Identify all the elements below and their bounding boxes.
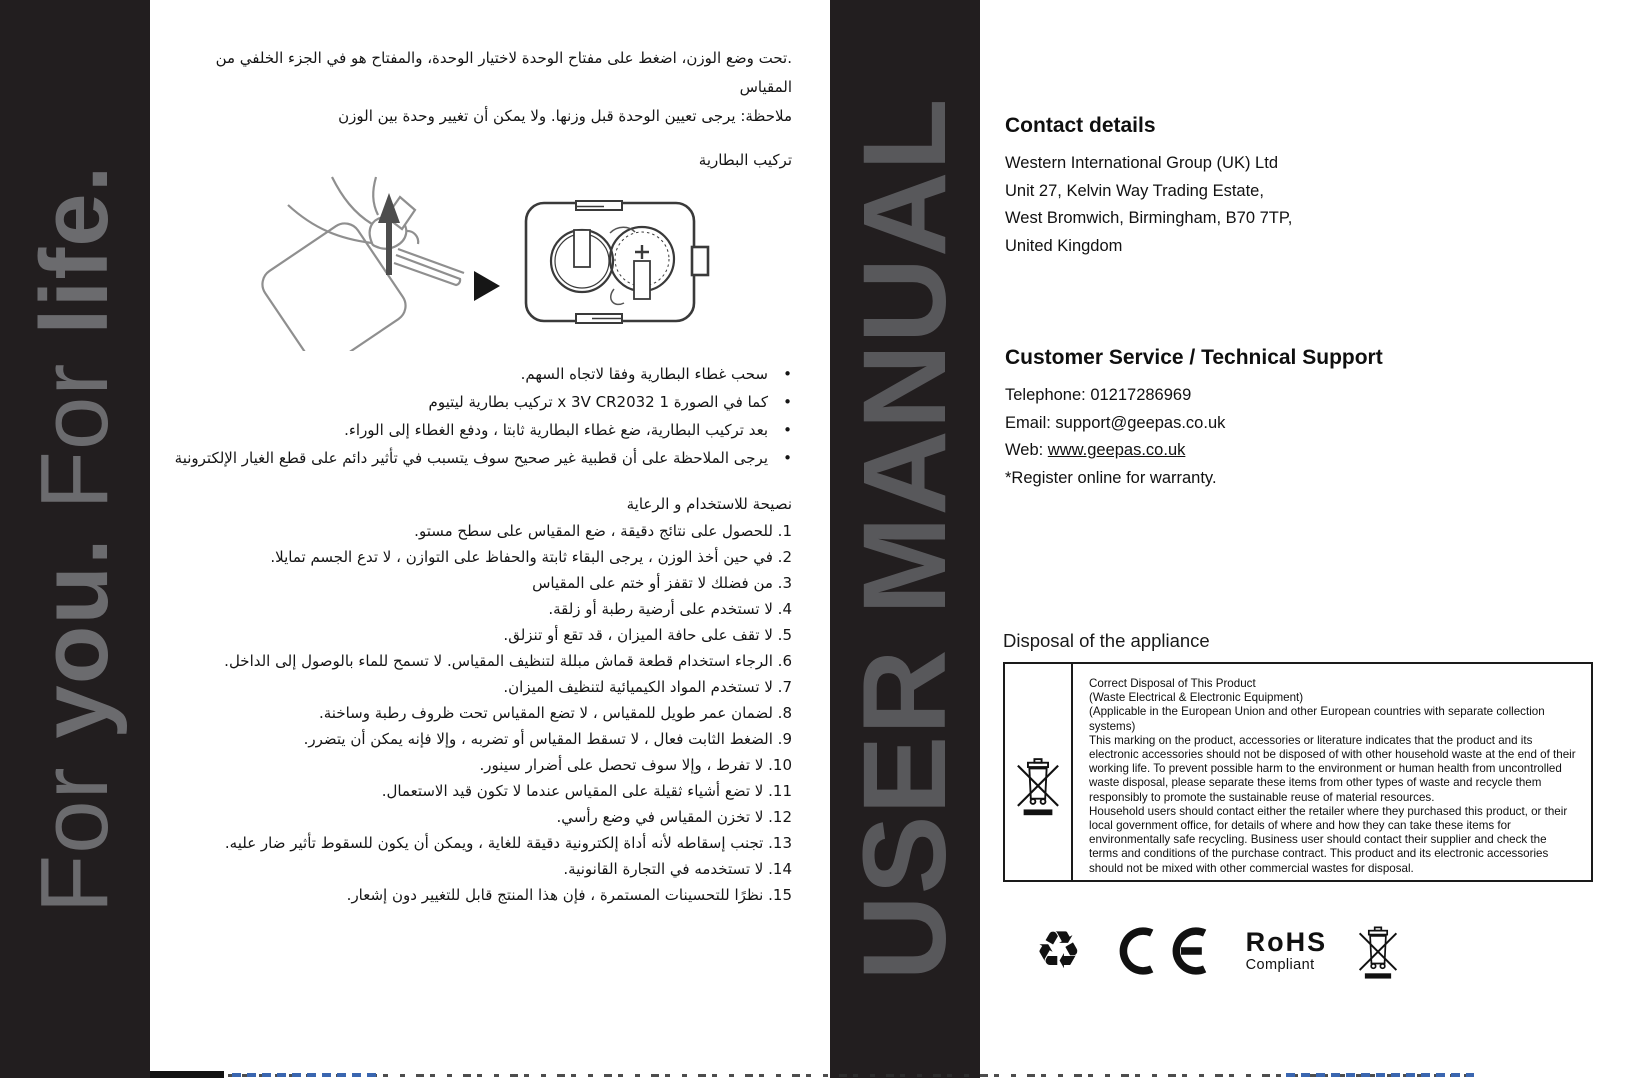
weight-mode-note-line: ملاحظة: يرجى تعيين الوحدة قبل وزنها. ولا يمكن أن تغيير وحدة بين الوزن	[338, 107, 792, 125]
slogan-segment: For	[21, 738, 128, 914]
bullet-item	[174, 416, 792, 444]
contact-details-block	[1005, 114, 1292, 260]
support-telephone: Telephone: 01217286969	[1005, 386, 1192, 404]
cutoff-print-mark	[150, 1071, 224, 1078]
web-label: Web:	[1005, 441, 1048, 459]
contact-line: United Kingdom	[1005, 236, 1123, 255]
disposal-heading: Disposal of the appliance	[1003, 630, 1210, 651]
care-item: 8. لضمان عمر طويل للمقياس ، لا تضع المقياس تحت ظروف رطبة وساخنة.	[319, 704, 792, 722]
slogan-segment-bold: you.	[21, 509, 128, 739]
contact-line: Unit 27, Kelvin Way Trading Estate,	[1005, 181, 1264, 200]
support-web	[1005, 437, 1383, 465]
disposal-paragraph: (Waste Electrical & Electronic Equipment)	[1089, 691, 1304, 705]
customer-support-heading: Customer Service / Technical Support	[1005, 346, 1383, 369]
certification-marks-row	[1035, 922, 1399, 980]
disposal-info-box	[1003, 662, 1593, 882]
care-item: 1. للحصول على نتائج دقيقة ، ضع المقياس على سطح مستو.	[414, 522, 792, 540]
register-note: *Register online for warranty.	[1005, 468, 1217, 487]
bullet-text: بعد تركيب البطارية، ضع غطاء البطارية ثابتا ، ودفع الغطاء إلى الوراء.	[344, 421, 768, 439]
user-manual-label: USER MANUAL	[839, 97, 971, 981]
bullet-item	[174, 388, 792, 416]
care-item: 15. نظرًا للتحسينات المستمرة ، فإن هذا المنتج قابل للتغيير دون إشعار.	[346, 886, 792, 904]
user-manual-spine	[830, 0, 980, 1078]
disposal-text	[1073, 664, 1591, 880]
disposal-paragraph: (Applicable in the European Union and other European countries with separate collection systems)	[1089, 705, 1545, 733]
battery-bullet-list	[174, 360, 792, 472]
weee-bin-icon	[1357, 922, 1399, 980]
care-item: 10. لا تفرط ، وإلا سوف تحصل على أضرار سينور.	[479, 756, 792, 774]
slogan-segment: For	[21, 335, 128, 510]
care-advice-list	[174, 518, 792, 908]
contact-details-heading: Contact details	[1005, 114, 1156, 137]
disposal-paragraph: Household users should contact either the retailer where they purchased this product, or their local government office, for details of where and how they can take these items for environmentally safe recycling. Business user should contact their supplier and check the terms and conditions of the purchase contract. This product and its electronic accessories should not be mixed with other commercial wastes for disposal.	[1089, 804, 1568, 875]
battery-install-heading: تركيب البطارية	[698, 151, 792, 169]
customer-support-block	[1005, 346, 1383, 492]
bullet-item	[174, 444, 792, 472]
slogan-segment-bold: life.	[21, 164, 128, 336]
next-step-triangle-icon	[474, 271, 500, 301]
disposal-paragraph: This marking on the product, accessories or literature indicates that the product and its electronic accessories should not be disposed of with other household waste at the end of their working life. To prevent possible harm to the environment or human health from uncontrolled waste disposal, please separate these items from other types of waste and recycle them responsibly to promote the sustainable reuse of material resources.	[1089, 733, 1576, 804]
care-item: 5. لا تقف على حافة الميزان ، قد تقع أو تنزلق.	[503, 626, 792, 644]
weee-icon-cell	[1005, 664, 1073, 880]
battery-install-diagram	[174, 174, 792, 352]
bullet-item	[174, 360, 792, 388]
bullet-marker: •	[783, 421, 792, 439]
contact-line: Western International Group (UK) Ltd	[1005, 154, 1278, 172]
ce-mark-icon	[1112, 926, 1216, 976]
rohs-title: RoHS	[1245, 927, 1328, 958]
care-item: 4. لا تستخدم على أرضية رطبة أو زلقة.	[548, 600, 792, 618]
care-advice-heading: نصيحة للاستخدام و الرعاية	[626, 495, 792, 513]
arabic-instructions-column	[150, 0, 830, 1078]
recycle-icon: ♻	[1035, 921, 1082, 981]
bullet-text: كما في الصورة 1 x 3V CR2032 تركيب بطارية ليتيوم	[428, 393, 768, 411]
weight-mode-note-line: .تحت وضع الوزن، اضغط على مفتاح الوحدة لاختيار الوحدة، والمفتاح هو في الجزء الخلفي من المقياس	[215, 49, 792, 96]
care-item: 14. لا تستخدمه في التجارة القانونية.	[563, 860, 792, 878]
battery-diagram-illustration	[248, 175, 718, 351]
rohs-mark	[1246, 929, 1328, 973]
contact-line: West Bromwich, Birmingham, B70 7TP,	[1005, 209, 1293, 227]
bullet-marker: •	[783, 393, 792, 411]
bullet-text: يرجى الملاحظة على أن قطبية غير صحيح سوف يتسبب في تأثير دائم على قطع الغيار الإلكترونية	[174, 449, 768, 467]
care-item: 12. لا تخزن المقياس في وضع رأسي.	[556, 808, 792, 826]
left-brand-banner	[0, 0, 150, 1078]
web-url-link: www.geepas.co.uk	[1047, 441, 1186, 459]
bullet-marker: •	[783, 449, 792, 467]
care-item: 2. في حين أخذ الوزن ، يرجى البقاء ثابتة والحفاظ على التوازن ، لا تدع الجسم تمايلا.	[270, 548, 792, 566]
bullet-text: سحب غطاء البطارية وفقا لاتجاه السهم.	[520, 365, 768, 383]
care-item: 9. الضغط الثابت فعال ، لا تسقط المقياس أو تضربه ، وإلا فإنه يمكن أن يتضرر.	[303, 730, 792, 748]
care-item: 11. لا تضع أشياء ثقيلة على المقياس عندما لا تكون قيد الاستعمال.	[381, 782, 792, 800]
weee-bin-icon	[1015, 753, 1061, 817]
care-item: 13. تجنب إسقاطه لأنه أداة إلكترونية دقيقة للغاية ، ويمكن أن يكون للسقوط تأثير ضار عليه.	[224, 834, 792, 852]
rohs-subtitle: Compliant	[1245, 957, 1315, 974]
cutoff-text-line	[228, 1073, 1474, 1077]
care-item: 3. من فضلك لا تقفز أو ختم على المقياس	[532, 574, 792, 592]
bullet-marker: •	[783, 365, 792, 383]
disposal-paragraph: Correct Disposal of This Product	[1089, 677, 1256, 690]
care-item: 7. لا تستخدم المواد الكيميائية لتنظيف الميزان.	[503, 678, 792, 696]
brand-slogan	[20, 165, 130, 914]
care-item: 6. الرجاء استخدام قطعة قماش مبللة لتنظيف المقياس. لا تسمح للماء بالوصول إلى الداخل.	[224, 652, 792, 670]
support-email: Email: support@geepas.co.uk	[1005, 413, 1226, 432]
